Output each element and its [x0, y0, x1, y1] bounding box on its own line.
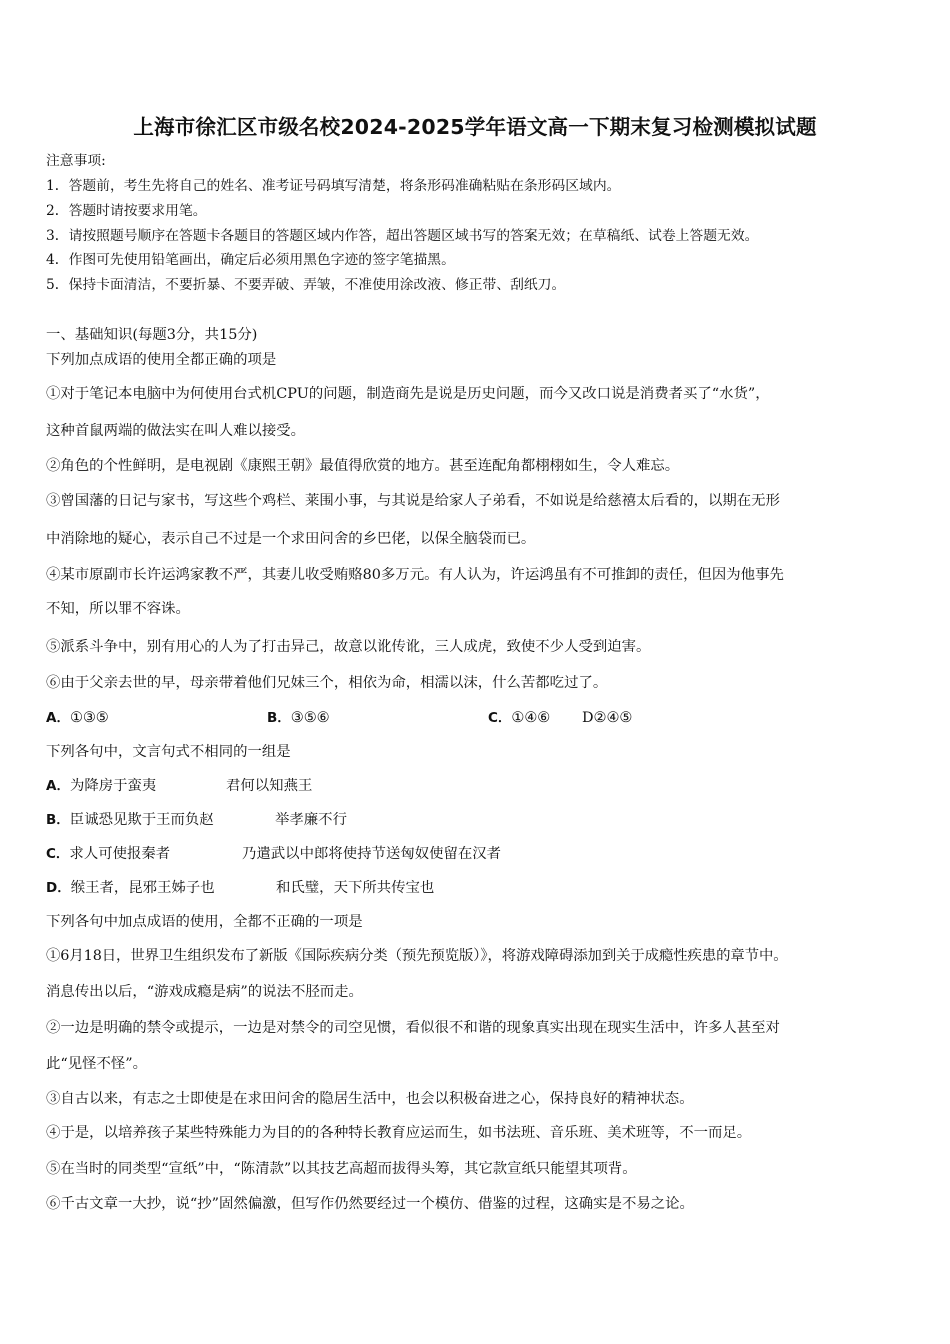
page-title: 上海市徐汇区市级名校2024-2025学年语文高一下期末复习检测模拟试题	[133, 115, 817, 139]
notice-item: 5．保持卡面清洁，不要折暴、不要弄破、弄皱，不准使用涂改液、修正带、刮纸刀。	[46, 277, 566, 293]
question-3-line: 此“见怪不怪”。	[46, 1056, 148, 1072]
question-2-option-a-second: 君何以知燕王	[226, 778, 313, 794]
question-1-line: ②角色的个性鲜明，是电视剧《康熙王朝》最值得欣赏的地方。甚至连配角都栩栩如生，令人难忘。	[46, 458, 680, 474]
question-2-option-d-second: 和氏璧，天下所共传宝也	[276, 880, 435, 896]
question-2-option-b: B．臣诚恐见欺于王而负赵	[46, 812, 214, 828]
question-3-line: ②一边是明确的禁令或提示，一边是对禁令的司空见惯，看似很不和谐的现象真实出现在现实生活中，许多人甚至对	[46, 1020, 780, 1036]
question-1-line: ③曾国藩的日记与家书，写这些个鸡栏、莱围小事，与其说是给家人子弟看，不如说是给慈禧太后看的，以期在无形	[46, 493, 780, 509]
question-2-option-d: D．缑王者，昆邪王姊子也	[46, 880, 215, 896]
question-3-line: ③自古以来，有志之士即使是在求田问舍的隐居生活中，也会以积极奋进之心，保持良好的精神状态。	[46, 1091, 694, 1107]
question-1-option-a: A．①③⑤	[46, 710, 109, 726]
question-3-line: ①6月18日，世界卫生组织发布了新版《国际疾病分类（预先预览版）》，将游戏障碍添加到关于成瘾性疾患的章节中。	[46, 948, 788, 964]
question-1-option-d: D②④⑤	[582, 710, 633, 726]
question-1-line: 这种首鼠两端的做法实在叫人难以接受。	[46, 423, 306, 439]
section-heading: 一、基础知识(每题3分，共15分)	[46, 327, 258, 343]
notice-heading: 注意事项:	[46, 153, 106, 169]
question-1-line: ④某市原副市长许运鸿家教不严，其妻儿收受贿赂80多万元。有人认为，许运鸿虽有不可推卸的责任，但因为他事先	[46, 567, 784, 583]
question-2-stem: 下列各句中，文言句式不相同的一组是	[46, 744, 291, 760]
question-2-option-a: A．为降房于蛮夷	[46, 778, 157, 794]
notice-item: 4．作图可先使用铅笔画出，确定后必须用黑色字迹的签字笔描黑。	[46, 252, 455, 268]
question-2-option-b-second: 举孝廉不行	[275, 812, 347, 828]
question-3-line: ⑥千古文章一大抄，说“抄”固然偏激，但写作仍然要经过一个模仿、借鉴的过程，这确实是不易之论。	[46, 1196, 694, 1212]
question-3-line: ⑤在当时的同类型“宣纸”中，“陈清款”以其技艺高超而拔得头筹，其它款宣纸只能望其项背。	[46, 1161, 637, 1177]
question-1-line: 不知，所以罪不容诛。	[46, 601, 190, 617]
question-1-line: ⑤派系斗争中，别有用心的人为了打击异己，故意以讹传讹，三人成虎，致使不少人受到迫害。	[46, 639, 651, 655]
question-3-stem: 下列各句中加点成语的使用，全都不正确的一项是	[46, 914, 363, 930]
notice-item: 2．答题时请按要求用笔。	[46, 203, 207, 219]
notice-item: 3．请按照题号顺序在答题卡各题目的答题区域内作答，超出答题区域书写的答案无效；在草稿纸、试卷上答题无效。	[46, 228, 759, 244]
question-1-line: 中消除地的疑心，表示自己不过是一个求田问舍的乡巴佬，以保全脑袋而已。	[46, 531, 536, 547]
question-1-stem: 下列加点成语的使用全都正确的项是	[46, 352, 277, 368]
question-1-option-b: B．③⑤⑥	[267, 710, 330, 726]
question-2-option-c: C．求人可使报秦者	[46, 846, 171, 862]
notice-item: 1．答题前，考生先将自己的姓名、准考证号码填写清楚，将条形码准确粘贴在条形码区域内。	[46, 178, 621, 194]
question-1-line: ⑥由于父亲去世的早，母亲带着他们兄妹三个，相依为命，相濡以沫，什么苦都吃过了。	[46, 675, 608, 691]
question-1-option-c: C．①④⑥	[488, 710, 551, 726]
question-2-option-c-second: 乃遣武以中郎将使持节送匈奴使留在汉者	[242, 846, 502, 862]
question-3-line: 消息传出以后，“游戏成瘾是病”的说法不胫而走。	[46, 984, 363, 1000]
question-3-line: ④于是，以培养孩子某些特殊能力为目的的各种特长教育应运而生，如书法班、音乐班、美术班等，不一而足。	[46, 1125, 752, 1141]
question-1-line: ①对于笔记本电脑中为何使用台式机CPU的问题，制造商先是说是历史问题，而今又改口说是消费者买了“水货”，	[46, 386, 770, 402]
